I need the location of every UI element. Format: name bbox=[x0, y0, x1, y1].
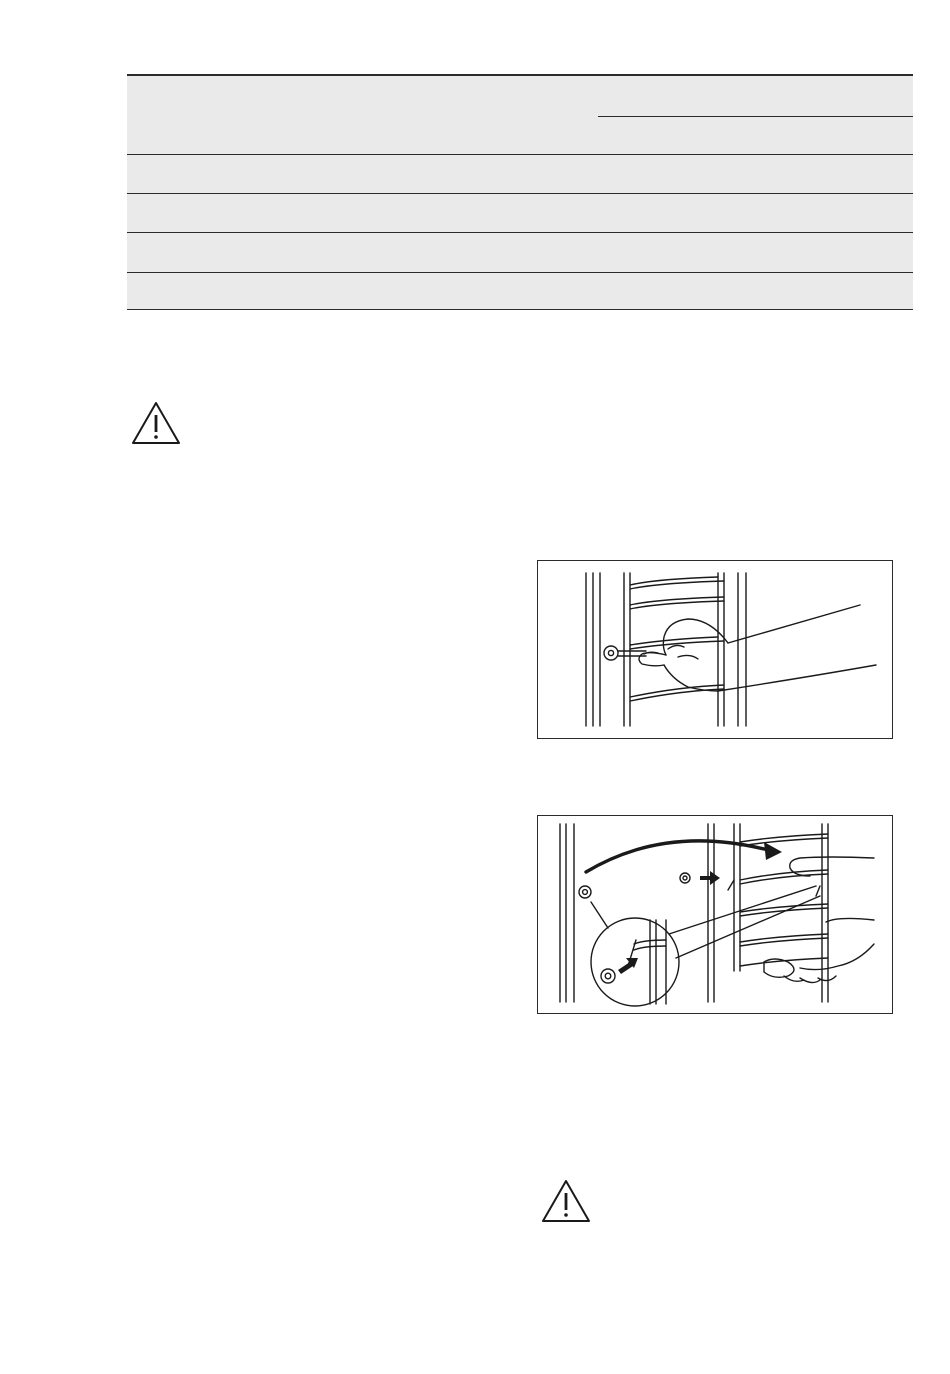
table-row-divider bbox=[127, 193, 913, 194]
warning-triangle-icon bbox=[131, 401, 181, 445]
remove-shelf-support-illustration bbox=[537, 560, 893, 739]
warning-triangle-icon bbox=[541, 1179, 591, 1223]
table-header-subdivider bbox=[598, 116, 913, 117]
table-row-divider bbox=[127, 154, 913, 155]
table-row-divider bbox=[127, 232, 913, 233]
install-shelf-support-illustration bbox=[537, 815, 893, 1014]
data-table bbox=[127, 74, 913, 310]
table-row-divider bbox=[127, 272, 913, 273]
